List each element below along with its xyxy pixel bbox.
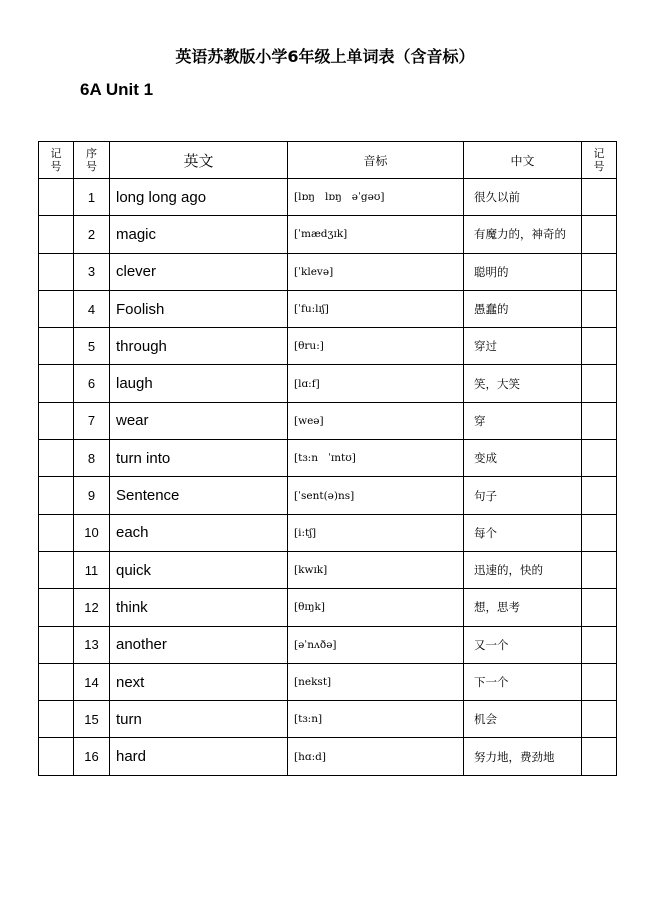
row-number: 5 <box>74 328 110 365</box>
phonetic-transcription: [lɑ:f] <box>288 365 464 402</box>
row-number: 15 <box>74 701 110 738</box>
phonetic-transcription: [ˈsent(ə)ns] <box>288 477 464 514</box>
row-number: 10 <box>74 514 110 551</box>
mark-right-cell <box>582 626 617 663</box>
chinese-meaning: 下一个 <box>464 663 582 700</box>
english-word: magic <box>110 216 288 253</box>
row-number: 1 <box>74 179 110 216</box>
english-word: Sentence <box>110 477 288 514</box>
header-chinese: 中文 <box>464 142 582 179</box>
phonetic-transcription: [tɜ:n] <box>288 701 464 738</box>
row-number: 7 <box>74 402 110 439</box>
english-word: each <box>110 514 288 551</box>
row-number: 4 <box>74 290 110 327</box>
phonetic-transcription: [lɒŋ lɒŋ əˈgəʊ] <box>288 179 464 216</box>
mark-left-cell <box>39 589 74 626</box>
row-number: 9 <box>74 477 110 514</box>
english-word: another <box>110 626 288 663</box>
table-row <box>39 179 617 216</box>
chinese-meaning: 努力地，费劲地 <box>464 738 582 775</box>
mark-right-cell <box>582 328 617 365</box>
phonetic-transcription: [i:tʃ] <box>288 514 464 551</box>
phonetic-transcription: [ˈfu:lɪʃ] <box>288 290 464 327</box>
mark-right-cell <box>582 701 617 738</box>
row-number: 2 <box>74 216 110 253</box>
mark-left-cell <box>39 179 74 216</box>
mark-right-cell <box>582 477 617 514</box>
chinese-meaning: 又一个 <box>464 626 582 663</box>
table-row <box>39 402 617 439</box>
mark-left-cell <box>39 701 74 738</box>
mark-right-cell <box>582 402 617 439</box>
row-number: 16 <box>74 738 110 775</box>
english-word: wear <box>110 402 288 439</box>
table-row <box>39 365 617 402</box>
table-header-row <box>39 142 617 179</box>
phonetic-transcription: [θɪŋk] <box>288 589 464 626</box>
row-number: 14 <box>74 663 110 700</box>
table-row <box>39 328 617 365</box>
english-word: laugh <box>110 365 288 402</box>
mark-left-cell <box>39 216 74 253</box>
mark-right-cell <box>582 738 617 775</box>
mark-right-cell <box>582 365 617 402</box>
mark-left-cell <box>39 290 74 327</box>
chinese-meaning: 想，思考 <box>464 589 582 626</box>
chinese-meaning: 有魔力的，神奇的 <box>464 216 582 253</box>
header-english: 英文 <box>110 142 288 179</box>
phonetic-transcription: [ˈmædʒɪk] <box>288 216 464 253</box>
phonetic-transcription: [nekst] <box>288 663 464 700</box>
table-row <box>39 514 617 551</box>
row-number: 12 <box>74 589 110 626</box>
chinese-meaning: 愚蠢的 <box>464 290 582 327</box>
mark-right-cell <box>582 551 617 588</box>
mark-right-cell <box>582 290 617 327</box>
english-word: clever <box>110 253 288 290</box>
document-title: 英语苏教版小学6年级上单词表（含音标） <box>175 47 475 66</box>
phonetic-transcription: [weə] <box>288 402 464 439</box>
table-row <box>39 589 617 626</box>
english-word: long long ago <box>110 179 288 216</box>
table-row <box>39 551 617 588</box>
english-word: quick <box>110 551 288 588</box>
mark-left-cell <box>39 402 74 439</box>
mark-left-cell <box>39 626 74 663</box>
phonetic-transcription: [kwɪk] <box>288 551 464 588</box>
phonetic-transcription: [ˈklevə] <box>288 253 464 290</box>
chinese-meaning: 穿 <box>464 402 582 439</box>
english-word: turn <box>110 701 288 738</box>
mark-left-cell <box>39 365 74 402</box>
table-row <box>39 477 617 514</box>
mark-left-cell <box>39 663 74 700</box>
mark-left-cell <box>39 328 74 365</box>
chinese-meaning: 穿过 <box>464 328 582 365</box>
chinese-meaning: 很久以前 <box>464 179 582 216</box>
table-row <box>39 440 617 477</box>
chinese-meaning: 句子 <box>464 477 582 514</box>
row-number: 3 <box>74 253 110 290</box>
table-row <box>39 216 617 253</box>
mark-right-cell <box>582 663 617 700</box>
english-word: hard <box>110 738 288 775</box>
english-word: turn into <box>110 440 288 477</box>
mark-right-cell <box>582 253 617 290</box>
chinese-meaning: 聪明的 <box>464 253 582 290</box>
phonetic-transcription: [hɑ:d] <box>288 738 464 775</box>
english-word: Foolish <box>110 290 288 327</box>
header-seq: 序号 <box>74 142 110 179</box>
mark-left-cell <box>39 440 74 477</box>
mark-left-cell <box>39 514 74 551</box>
table-row <box>39 738 617 775</box>
mark-left-cell <box>39 738 74 775</box>
phonetic-transcription: [tɜ:n ˈɪntʊ] <box>288 440 464 477</box>
english-word: through <box>110 328 288 365</box>
mark-right-cell <box>582 179 617 216</box>
table-row <box>39 253 617 290</box>
mark-left-cell <box>39 253 74 290</box>
row-number: 11 <box>74 551 110 588</box>
row-number: 13 <box>74 626 110 663</box>
chinese-meaning: 机会 <box>464 701 582 738</box>
header-mark-right: 记号 <box>582 142 617 179</box>
mark-right-cell <box>582 216 617 253</box>
mark-right-cell <box>582 589 617 626</box>
chinese-meaning: 变成 <box>464 440 582 477</box>
mark-left-cell <box>39 551 74 588</box>
phonetic-transcription: [əˈnʌðə] <box>288 626 464 663</box>
table-row <box>39 626 617 663</box>
row-number: 6 <box>74 365 110 402</box>
mark-right-cell <box>582 514 617 551</box>
vocabulary-table <box>38 141 617 776</box>
chinese-meaning: 每个 <box>464 514 582 551</box>
phonetic-transcription: [θru:] <box>288 328 464 365</box>
english-word: think <box>110 589 288 626</box>
english-word: next <box>110 663 288 700</box>
chinese-meaning: 迅速的，快的 <box>464 551 582 588</box>
unit-heading: 6A Unit 1 <box>80 80 154 99</box>
header-mark-left: 记号 <box>39 142 74 179</box>
table-row <box>39 663 617 700</box>
table-row <box>39 701 617 738</box>
mark-left-cell <box>39 477 74 514</box>
header-phonetic: 音标 <box>288 142 464 179</box>
table-row <box>39 290 617 327</box>
chinese-meaning: 笑，大笑 <box>464 365 582 402</box>
mark-right-cell <box>582 440 617 477</box>
row-number: 8 <box>74 440 110 477</box>
